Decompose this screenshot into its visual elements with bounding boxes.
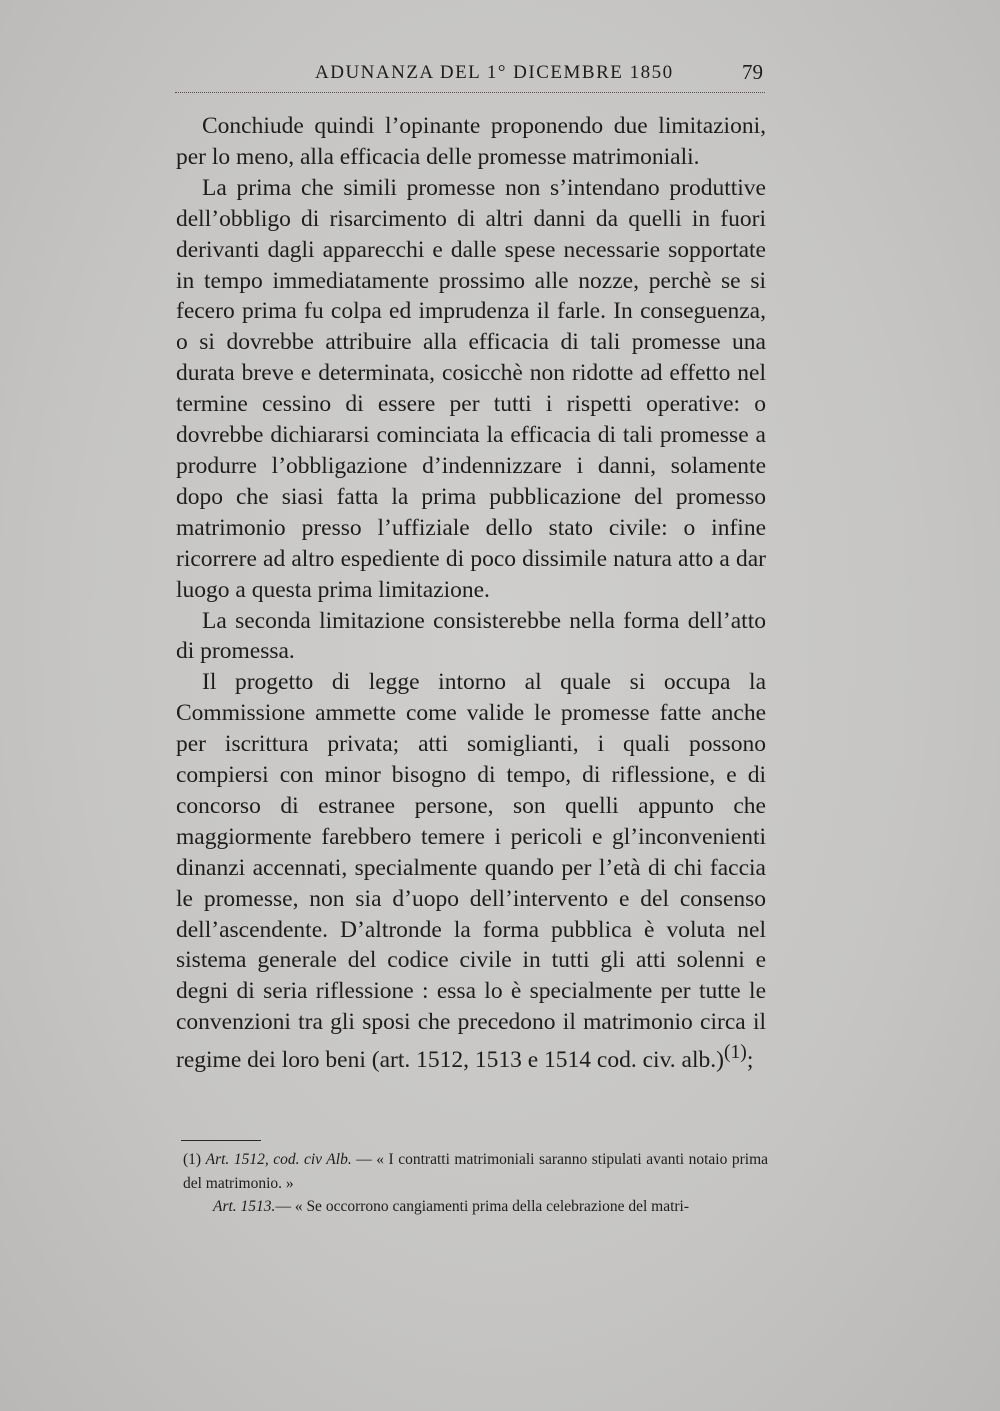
footnote-2: [183, 1195, 768, 1219]
footnote-divider: [181, 1140, 261, 1141]
page-number: 79: [742, 60, 763, 84]
paragraph-first-limitation: La prima che simili promesse non s’intendano produttive dell’obbligo di risarcimento di altri danni da quelli in fuori derivanti dagli apparecchi e dalle spese necessarie sopportate in tempo immediatamente prossimo alle nozze, perchè se si fecero prima fu colpa ed imprudenza il farle. In conseguenza, o si dovrebbe attribuire alla efficacia di tali promesse una durata breve e determinata, cosicchè non ridotte ad effetto nel termine cessino di essere per tutti i rispetti operative: o dovrebbe dichiararsi cominciata la efficacia di tali promesse a produrre l’obbligazione d’indennizzare i danni, solamente dopo che siasi fatta la prima pubblicazione del promesso matrimonio presso l’uffiziale dello stato civile: o infine ricorrere ad altro espediente di poco dissimile natura atto a dar luogo a questa prima limitazione.: [176, 174, 766, 603]
paragraph-bill-text: Il progetto di legge intorno al quale si occupa la Commissione ammette come valide le promesse fatte anche per iscrittura privata; atti somiglianti, i quali possono compiersi con minor bisogno di tempo, di riflessione, e di concorso di estranee persone, son quelli appunto che maggiormente farebbero temere i pericoli e gl’inconvenienti dinanzi accennati, specialmente quando per l’età di chi faccia le promesse, non sia d’uopo dell’intervento e del consenso dell’ascendente. D’altronde la forma pubblica è voluta nel sistema generale del codice civile in tutti gli atti solenni e degni di seria riflessione : essa lo è specialmente per tutte le convenzioni tra gli sposi che precedono il matrimonio circa il regime dei loro beni (art. 1512, 1513 e 1514 cod. civ. alb.): [176, 669, 766, 1074]
body-text: [176, 111, 766, 1076]
paragraph-bill: [176, 667, 766, 1076]
footnote-2-text: — « Se occorrono cangiamenti prima della celebrazione del matri-: [275, 1198, 690, 1215]
footnote-reference: (1): [723, 1042, 747, 1064]
footnote-1-ref: Art. 1512, cod. civ Alb.: [205, 1151, 352, 1168]
paragraph-second-limitation: La seconda limitazione consisterebbe nella forma dell’atto di promessa.: [176, 607, 766, 665]
footnote-1-marker: (1): [183, 1151, 202, 1168]
paragraph-bill-end: ;: [746, 1047, 754, 1074]
footnotes: [183, 1148, 768, 1219]
running-header: [175, 58, 765, 93]
footnote-2-ref: Art. 1513.: [213, 1198, 276, 1215]
running-title: ADUNANZA DEL 1° DICEMBRE 1850: [315, 62, 674, 83]
footnote-1: [183, 1148, 768, 1195]
paragraph-conclusion: Conchiude quindi l’opinante proponendo due limitazioni, per lo meno, alla efficacia delle promesse matrimoniali.: [176, 113, 766, 170]
footnote-1-text: — « I contratti matrimoniali saranno stipulati avanti notaio prima del matrimonio. »: [183, 1151, 769, 1192]
